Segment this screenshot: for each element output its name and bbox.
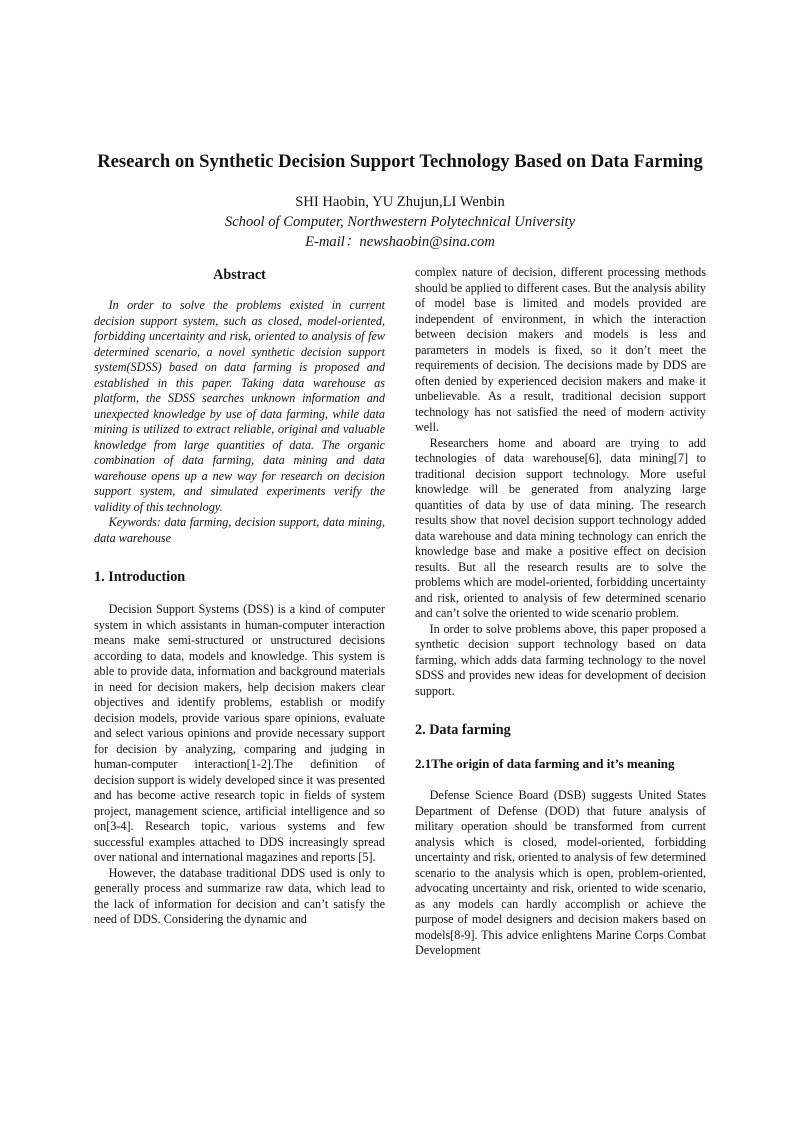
author-email: E-mail：newshaobin@sina.com [305,234,495,250]
abstract-body: In order to solve the problems existed in current decision support system, such as closed, model-oriented, forbidding uncertainty and risk, oriented to analysis of few determined scenario, a novel synthetic decision support system(SDSS) based on data farming is proposed and established in this paper. Taking data warehouse as platform, the SDSS searches unknown information and unexpected knowledge by use of data farming, while data mining is utilized to extract reliable, original and valuable knowledge from large quantities of data. The organic combination of data farming, data mining and data warehouse opens up a new way for research on decision support system, and simulated experiments verify the validity of this technology. [94,298,385,514]
author-names: SHI Haobin, YU Zhujun,LI Wenbin [295,194,505,210]
author-block [60,192,740,252]
abstract-keywords: Keywords: data farming, decision support, data mining, data warehouse [94,515,385,545]
section-heading-data-farming: 2. Data farming [415,722,511,738]
intro-paragraph-1: Decision Support Systems (DSS) is a kind of computer system in which assistants in human-computer interaction means make semi-structured or unstructured decisions according to data, models and knowledge. This system is able to provide data, information and background materials in need for decision makers, help decision makers clear objectives and identify problems, establish or modify decision models, provide various spare opinions, evaluate and select various opinions and provide necessary support for decision by analyzing, comparing and judging in human-computer interaction[1-2].The definition of decision support is widely developed since it was presented and has become active research topic in fields of system project, management science, artificial intelligence and so on[3-4]. Research topic, various systems and few successful examples attached to DDS increasingly spread over national and international magazines and reports [5]. [94,602,385,864]
intro-paragraph-2-continued: complex nature of decision, different processing methods should be applied to different cases. But the analysis ability of model base is limited and models provided are independent of environment, in which the interaction between decision makers and models is less and parameters in models is fixed, so it don’t meet the requirements of decision. The decisions made by DDS are often denied by experienced decision makers and make it unbelievable. As a result, traditional decision support technology has not satisfied the need of modern activity well. [415,265,706,434]
abstract-heading: Abstract [213,267,266,283]
left-column [94,262,385,928]
right-column [415,265,706,959]
subsection-heading-origin: 2.1The origin of data farming and it’s meaning [415,756,675,771]
section-heading-introduction: 1. Introduction [94,569,186,585]
intro-paragraph-4: In order to solve problems above, this paper proposed a synthetic decision support technology based on data farming, which adds data farming technology to the novel SDSS and provides new ideas for development of decision support. [415,621,706,698]
author-affiliation: School of Computer, Northwestern Polytechnical University [224,214,576,230]
data-farming-paragraph-1: Defense Science Board (DSB) suggests United States Department of Defense (DOD) that future analysis of military operation should be transformed from current analysis which is closed, model-oriented, forbidding uncertainty and risk, oriented to analysis of few determined scenario to the analysis which is open, problem-oriented, advocating uncertainty and risk, oriented to wide scenario, as any models can hardly accomplish or achieve the purpose of model designers and decision makers based on models[8-9]. This advice enlightens Marine Corps Combat Development [415,788,706,957]
paper-title: Research on Synthetic Decision Support Technology Based on Data Farming [97,151,703,172]
intro-paragraph-3: Researchers home and aboard are trying to add technologies of data warehouse[6], data mining[7] to traditional decision support technology. More useful knowledge will be generated from analyzing large quantities of data by use of data mining. The research results show that novel decision support technology added data warehouse and data mining technology can enrich the knowledge base and make a positive effect on decision results. But all the research results are to solve the problems which are model-oriented, forbidding uncertainty and risk, oriented to analysis of few determined scenario and can’t solve the oriented to wide scenario problem. [415,435,706,620]
intro-paragraph-2: However, the database traditional DDS used is only to generally process and summarize raw data, which lead to the lack of information for decision and can’t satisfy the need of DDS. Considering the dynamic and [94,865,385,926]
